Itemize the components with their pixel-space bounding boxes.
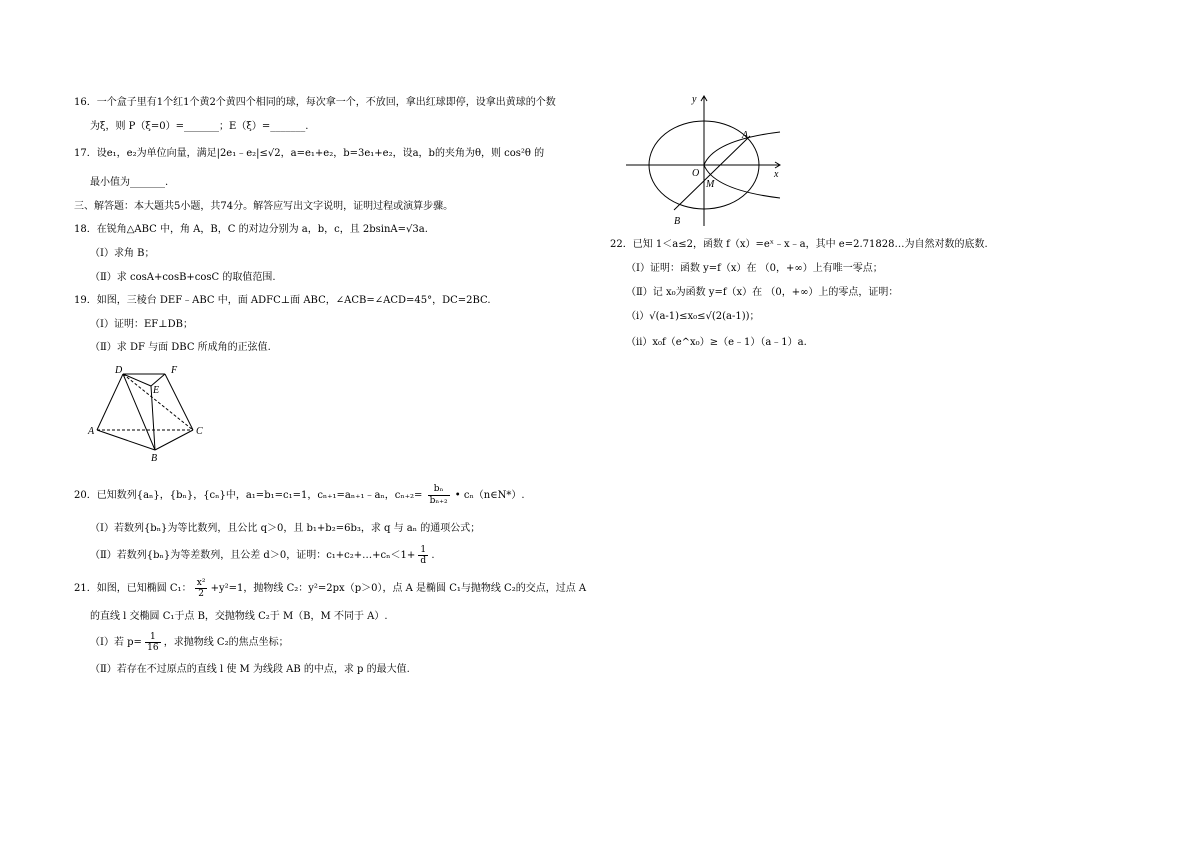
q18-part2: （Ⅱ）求 cosA+cosB+cosC 的取值范围.: [90, 272, 276, 283]
ellipse-label-m: M: [706, 179, 715, 190]
prism-label-d: D: [115, 365, 123, 376]
q21-line2: 的直线 l 交椭圆 C₁于点 B，交抛物线 C₂于 M（B，M 不同于 A）.: [90, 611, 388, 622]
prism-label-c: C: [196, 426, 203, 437]
prism-figure: [85, 362, 215, 462]
ellipse-label-y: y: [692, 94, 697, 105]
q19-part2: （Ⅱ）求 DF 与面 DBC 所成角的正弦值.: [90, 342, 271, 353]
q22-sub1: （ⅰ）√(a-1)≤x₀≤√(2(a-1))；: [626, 311, 760, 322]
section3-heading: 三、解答题：本大题共5小题，共74分。解答应写出文字说明，证明过程或演算步骤。: [74, 201, 454, 212]
q20-part2-head: （Ⅱ）若数列{bₙ}为等差数列，且公差 d＞0，证明：c₁+c₂+…+cₙ＜1+: [90, 550, 416, 561]
prism-label-b: B: [151, 453, 158, 462]
q20-part2: [90, 545, 435, 566]
q21-frac-num: x²: [196, 578, 206, 588]
q20-part2-fraction: [418, 545, 428, 566]
q21-part1-head: （Ⅰ）若 p=: [90, 637, 142, 648]
ellipse-label-b: B: [674, 216, 681, 227]
q20-frac-num: bₙ: [428, 484, 450, 496]
q16-line1: 16．一个盒子里有1个红1个黄2个黄四个相同的球，每次拿一个，不放回，拿出红球即停，设拿出黄球的个数: [74, 97, 556, 108]
q21-part1: [90, 632, 289, 653]
q19-line1: 19．如图，三棱台 DEF﹣ABC 中，面 ADFC⊥面 ABC，∠ACB=∠ACD=45°，DC=2BC.: [74, 295, 491, 306]
q18-part1: （Ⅰ）求角 B；: [90, 248, 155, 259]
q20-fraction: [428, 484, 450, 507]
q21-head: 21．如图，已知椭圆 C₁：: [74, 583, 192, 594]
ellipse-label-a: A: [742, 130, 749, 141]
q21-part1-tail: ，求抛物线 C₂的焦点坐标；: [163, 637, 289, 648]
q20-part2-den: d: [420, 556, 427, 566]
q21-part2: （Ⅱ）若存在不过原点的直线 l 使 M 为线段 AB 的中点，求 p 的最大值.: [90, 664, 410, 675]
q20-part1: （Ⅰ）若数列{bₙ}为等比数列，且公比 q＞0，且 b₁+b₂=6b₃，求 q 与 aₙ 的通项公式；: [90, 523, 481, 534]
q22-sub2: （ⅱ）x₀f（e^x₀）≥（e﹣1）（a﹣1）a.: [626, 337, 807, 348]
prism-label-e: E: [153, 385, 160, 396]
q19-part1: （Ⅰ）证明：EF⊥DB；: [90, 319, 193, 330]
q20-part2-tail: .: [431, 550, 435, 561]
q22-part2: （Ⅱ）记 x₀为函数 y=f（x）在 （0，+∞）上的零点，证明：: [626, 287, 899, 298]
ellipse-label-o: O: [692, 168, 700, 179]
q21-part1-fraction: [145, 632, 160, 653]
q21-part1-num: 1: [145, 632, 160, 643]
ellipse-parabola-figure: [622, 92, 792, 232]
q18-line1: 18．在锐角△ABC 中，角 A，B，C 的对边分别为 a，b，c，且 2bsinA=√3a.: [74, 224, 428, 235]
q22-part1: （Ⅰ）证明：函数 y=f（x）在 （0，+∞）上有唯一零点；: [626, 263, 883, 274]
q20-intro: 20．已知数列{aₙ}，{bₙ}，{cₙ}中，a₁=b₁=c₁=1，cₙ₊₁=aₙ₊₁﹣aₙ，cₙ₊₂=: [74, 490, 423, 501]
q21-frac-den: 2: [198, 589, 204, 599]
q21-line1: [74, 578, 586, 599]
q20-tail: • cₙ（n∈N*）.: [454, 490, 525, 501]
prism-label-a: A: [88, 426, 95, 437]
q20-part2-num: 1: [418, 545, 428, 556]
q22-line1: 22．已知 1＜a≤2，函数 f（x）=eˣ﹣x﹣a，其中 e=2.71828…为自然对数的底数.: [610, 239, 988, 250]
ellipse-label-x: x: [774, 169, 779, 180]
q21-part1-den: 16: [147, 643, 159, 653]
q20-line1: [74, 484, 525, 507]
q16-line2: 为ξ，则 P（ξ=0）=_______；E（ξ）=_______.: [90, 121, 309, 132]
q20-frac-den: bₙ₊₂: [429, 496, 448, 506]
q21-tail: +y²=1，抛物线 C₂：y²=2px（p＞0），点 A 是椭圆 C₁与抛物线 C₂的交点，过点 A: [210, 583, 587, 594]
prism-label-f: F: [171, 365, 178, 376]
q17-line1: 17．设e₁，e₂为单位向量，满足|2e₁﹣e₂|≤√2，a=e₁+e₂，b=3e₁+e₂，设a，b的夹角为θ，则 cos²θ 的: [74, 148, 545, 159]
q17-line2: 最小值为_______.: [90, 177, 169, 188]
q21-fraction: [195, 578, 208, 599]
